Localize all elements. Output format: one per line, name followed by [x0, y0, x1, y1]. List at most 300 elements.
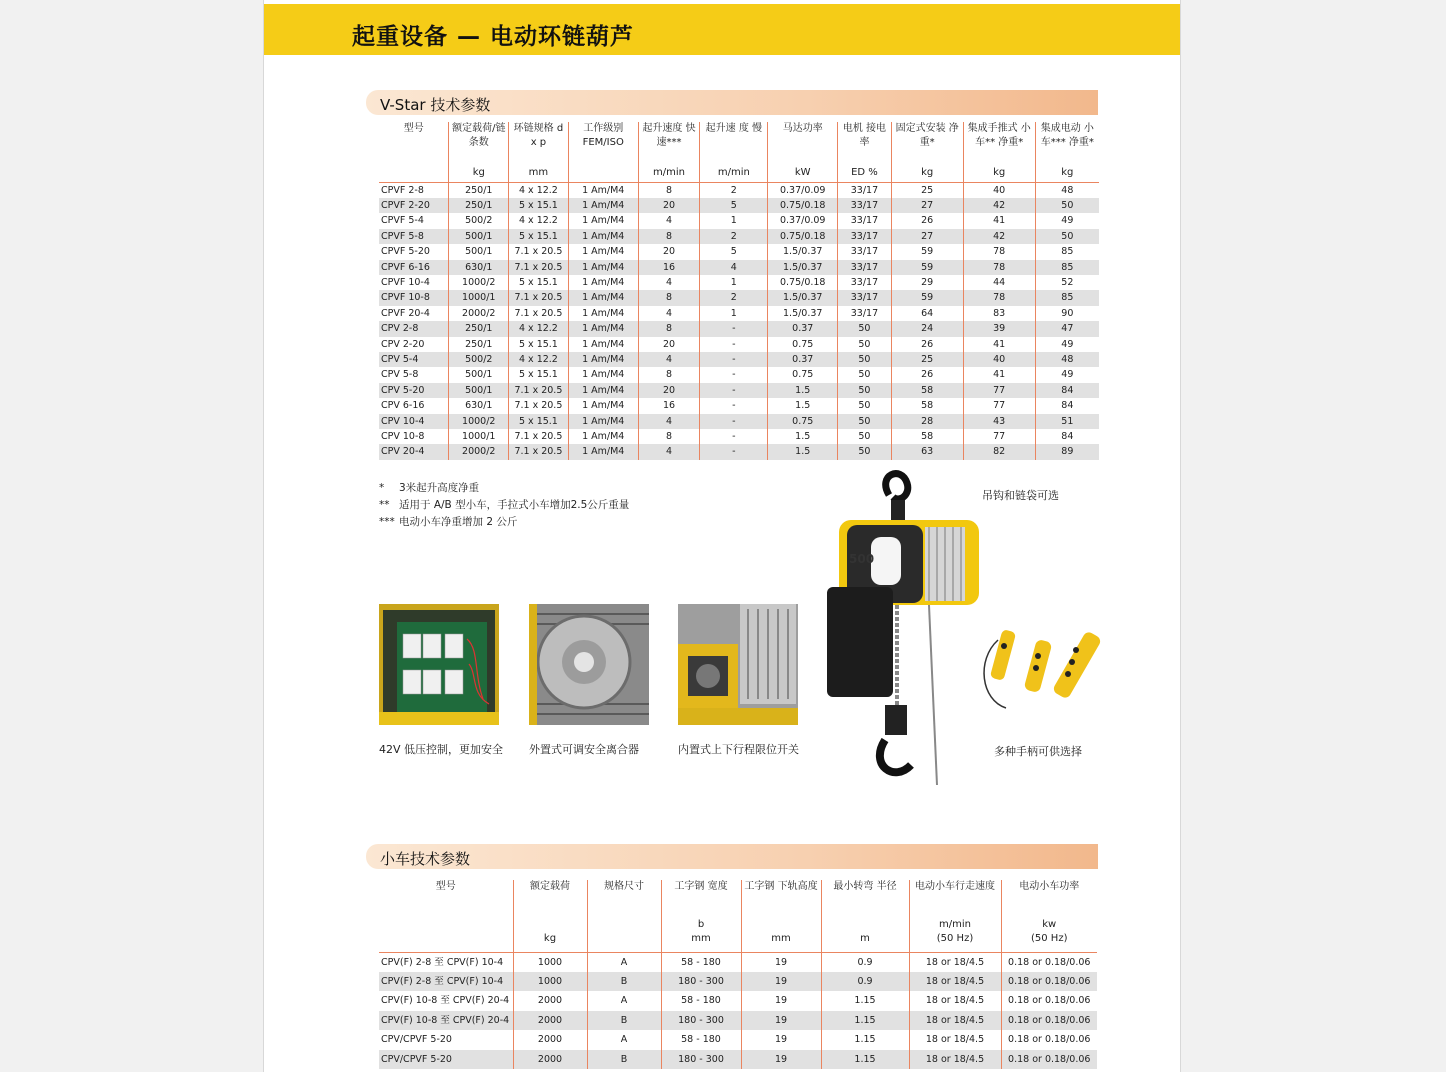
- spec-cell: 1 Am/M4: [568, 398, 638, 413]
- spec-cell: 1: [700, 213, 768, 228]
- spec-cell: CPVF 10-8: [379, 290, 449, 305]
- spec-cell: 42: [963, 229, 1035, 244]
- spec-header-unit: mm: [528, 166, 549, 178]
- trolley-header-4: [741, 880, 821, 952]
- spec-cell: 1 Am/M4: [568, 444, 638, 459]
- trolley-cell: 58 - 180: [661, 991, 741, 1010]
- spec-cell: 5 x 15.1: [509, 229, 569, 244]
- spec-cell: 4: [638, 352, 700, 367]
- spec-cell: 5 x 15.1: [509, 198, 569, 213]
- spec-cell: 4 x 12.2: [509, 352, 569, 367]
- spec-cell: 1 Am/M4: [568, 306, 638, 321]
- spec-cell: 27: [891, 198, 963, 213]
- spec-cell: 51: [1035, 414, 1099, 429]
- spec-cell: 4: [638, 275, 700, 290]
- spec-cell: 1 Am/M4: [568, 321, 638, 336]
- spec-row: [379, 367, 1099, 382]
- spec-cell: 83: [963, 306, 1035, 321]
- spec-cell: 630/1: [449, 260, 509, 275]
- spec-cell: 33/17: [838, 229, 891, 244]
- spec-row: [379, 290, 1099, 305]
- spec-cell: -: [700, 337, 768, 352]
- trolley-cell: 1.15: [821, 991, 909, 1010]
- spec-cell: 24: [891, 321, 963, 336]
- spec-cell: 1.5/0.37: [768, 260, 838, 275]
- spec-cell: 4: [638, 306, 700, 321]
- spec-cell: 1 Am/M4: [568, 290, 638, 305]
- trolley-header-label: 额定载荷: [530, 881, 570, 892]
- spec-cell: 500/1: [449, 383, 509, 398]
- trolley-header-unit: m/min (50 Hz): [936, 918, 974, 944]
- spec-cell: -: [700, 398, 768, 413]
- spec-cell: CPV 6-16: [381, 400, 425, 412]
- spec-cell: CPV 2-20: [381, 338, 425, 350]
- spec-header-10: [1035, 122, 1099, 182]
- spec-cell: 500/2: [449, 352, 509, 367]
- spec-cell: 1 Am/M4: [568, 383, 638, 398]
- spec-header-4: [638, 122, 700, 182]
- spec-header-label: 固定式安装 净重*: [895, 123, 959, 148]
- trolley-header-2: [587, 880, 661, 952]
- spec-cell: 48: [1035, 352, 1099, 367]
- spec-cell: 8: [638, 182, 700, 198]
- spec-cell: 1 Am/M4: [568, 367, 638, 382]
- spec-cell: 7.1 x 20.5: [509, 383, 569, 398]
- spec-cell: 26: [891, 367, 963, 382]
- spec-cell: 8: [638, 229, 700, 244]
- trolley-row: [379, 1030, 1097, 1049]
- spec-cell: 0.75/0.18: [768, 229, 838, 244]
- spec-cell: 50: [1035, 198, 1099, 213]
- trolley-cell: 19: [741, 991, 821, 1010]
- spec-cell: 78: [963, 260, 1035, 275]
- spec-row: [379, 398, 1099, 413]
- spec-row: [379, 444, 1099, 459]
- trolley-cell: 19: [741, 1050, 821, 1069]
- trolley-row: [379, 952, 1097, 972]
- spec-cell: 1: [700, 275, 768, 290]
- spec-cell: 4: [700, 260, 768, 275]
- spec-cell: 64: [891, 306, 963, 321]
- spec-cell: 33/17: [838, 275, 891, 290]
- spec-cell: 4: [638, 213, 700, 228]
- spec-cell: 48: [1035, 182, 1099, 198]
- spec-cell: 84: [1035, 383, 1099, 398]
- spec-cell: 4: [638, 414, 700, 429]
- spec-cell: 8: [638, 321, 700, 336]
- spec-header-8: [891, 122, 963, 182]
- spec-cell: 41: [963, 337, 1035, 352]
- caption-low-voltage: 42V 低压控制，更加安全: [379, 743, 504, 756]
- spec-cell: 1 Am/M4: [568, 260, 638, 275]
- spec-cell: 33/17: [838, 213, 891, 228]
- spec-cell: 7.1 x 20.5: [509, 244, 569, 259]
- spec-cell: 52: [1035, 275, 1099, 290]
- trolley-cell: 1000: [513, 952, 587, 972]
- spec-cell: CPV 10-4: [379, 414, 449, 429]
- trolley-cell: 18 or 18/4.5: [909, 1030, 1001, 1049]
- spec-cell: 2: [700, 229, 768, 244]
- trolley-header-label: 型号: [435, 881, 456, 892]
- spec-row: [379, 229, 1099, 244]
- spec-cell: 2000/2: [449, 444, 509, 459]
- spec-cell: 5 x 15.1: [509, 337, 569, 352]
- spec-cell: 7.1 x 20.5: [509, 429, 569, 444]
- trolley-cell: 1.15: [821, 1050, 909, 1069]
- trolley-header-label: 规格尺寸: [604, 881, 644, 892]
- spec-cell: CPVF 5-4: [381, 215, 424, 227]
- spec-cell: -: [700, 414, 768, 429]
- spec-cell: 33/17: [838, 290, 891, 305]
- trolley-cell: 19: [741, 1030, 821, 1049]
- spec-cell: 58: [891, 429, 963, 444]
- trolley-cell: 19: [741, 952, 821, 972]
- footnote-item: [379, 514, 629, 531]
- spec-cell: 49: [1035, 337, 1099, 352]
- header-band: [264, 4, 1181, 55]
- trolley-cell: 58 - 180: [661, 1030, 741, 1049]
- trolley-cell: 2000: [513, 1050, 587, 1069]
- spec-cell: 27: [891, 229, 963, 244]
- spec-row: [379, 414, 1099, 429]
- spec-header-label: 电机 接电率: [842, 123, 887, 148]
- footnote-text: 电动小车净重增加 2 公斤: [399, 516, 518, 528]
- trolley-header-unit: mm: [771, 932, 791, 944]
- trolley-cell: CPV/CPVF 5-20: [379, 1050, 513, 1069]
- spec-cell: 0.37: [768, 321, 838, 336]
- trolley-header-label: 最小转弯 半径: [833, 881, 897, 892]
- spec-cell: CPV 10-8: [381, 431, 425, 442]
- spec-cell: 250/1: [449, 198, 509, 213]
- spec-row: [379, 244, 1099, 259]
- spec-cell: 1.5/0.37: [768, 306, 838, 321]
- spec-header-unit: kg: [993, 166, 1006, 178]
- spec-cell: 33/17: [838, 182, 891, 198]
- spec-cell: 59: [891, 290, 963, 305]
- spec-cell: 50: [838, 414, 891, 429]
- trolley-header-unit: kg: [543, 932, 557, 944]
- spec-cell: 16: [638, 398, 700, 413]
- spec-cell: 78: [963, 244, 1035, 259]
- spec-cell: 5: [700, 244, 768, 259]
- spec-cell: 28: [891, 414, 963, 429]
- spec-cell: 1 Am/M4: [568, 182, 638, 198]
- spec-header-7: [838, 122, 891, 182]
- footnote-text: 3米起升高度净重: [399, 482, 480, 494]
- spec-cell: 1.5: [768, 398, 838, 413]
- spec-cell: 49: [1035, 367, 1099, 382]
- spec-cell: 1.5: [768, 444, 838, 459]
- spec-cell: 2: [700, 290, 768, 305]
- spec-row: [379, 182, 1099, 198]
- trolley-cell: 19: [741, 972, 821, 991]
- spec-cell: 58: [891, 383, 963, 398]
- spec-row: [379, 306, 1099, 321]
- spec-cell: 84: [1035, 429, 1099, 444]
- spec-cell: 33/17: [838, 244, 891, 259]
- trolley-cell: CPV/CPVF 5-20: [381, 1034, 452, 1046]
- trolley-row: [379, 972, 1097, 991]
- spec-cell: 50: [838, 444, 891, 459]
- spec-header-5: [700, 122, 768, 182]
- footnote-mark: ***: [379, 516, 395, 528]
- spec-cell: 0.37: [768, 352, 838, 367]
- spec-cell: 29: [891, 275, 963, 290]
- trolley-cell: 0.18 or 0.18/0.06: [1001, 952, 1097, 972]
- spec-cell: 0.75: [768, 414, 838, 429]
- trolley-cell: 18 or 18/4.5: [909, 1011, 1001, 1030]
- spec-cell: 5 x 15.1: [509, 275, 569, 290]
- spec-cell: 4: [638, 444, 700, 459]
- spec-cell: 1000/1: [449, 429, 509, 444]
- spec-cell: 40: [963, 352, 1035, 367]
- spec-cell: 2000/2: [449, 306, 509, 321]
- spec-row: [379, 321, 1099, 336]
- spec-cell: CPVF 5-8: [379, 229, 449, 244]
- spec-header-unit: m/min: [653, 166, 686, 178]
- spec-cell: 1 Am/M4: [568, 275, 638, 290]
- spec-cell: 63: [891, 444, 963, 459]
- spec-cell: 26: [891, 213, 963, 228]
- spec-header-2: [509, 122, 569, 182]
- spec-cell: 50: [838, 398, 891, 413]
- spec-cell: 1 Am/M4: [568, 352, 638, 367]
- spec-cell: 1 Am/M4: [568, 429, 638, 444]
- spec-header-unit: kg: [921, 166, 934, 178]
- trolley-header-3: [661, 880, 741, 952]
- spec-cell: -: [700, 429, 768, 444]
- spec-cell: CPV 20-4: [379, 444, 449, 459]
- spec-cell: 1 Am/M4: [568, 414, 638, 429]
- hoist-photo: [819, 465, 989, 790]
- spec-cell: -: [700, 367, 768, 382]
- spec-cell: 39: [963, 321, 1035, 336]
- spec-cell: CPV 2-8: [379, 321, 449, 336]
- spec-cell: 500/1: [449, 229, 509, 244]
- trolley-cell: A: [587, 991, 661, 1010]
- trolley-cell: 180 - 300: [661, 1050, 741, 1069]
- spec-cell: 7.1 x 20.5: [509, 398, 569, 413]
- spec-cell: 33/17: [838, 198, 891, 213]
- trolley-cell: 1.15: [821, 1030, 909, 1049]
- spec-cell: 90: [1035, 306, 1099, 321]
- page-title: 起重设备 — 电动环链葫芦: [352, 24, 635, 50]
- pendant-caption: 多种手柄可供选择: [994, 745, 1082, 758]
- spec-cell: 1.5/0.37: [768, 290, 838, 305]
- spec-cell: 58: [891, 398, 963, 413]
- spec-cell: 50: [838, 337, 891, 352]
- spec-cell: 5 x 15.1: [509, 367, 569, 382]
- spec-cell: 50: [838, 429, 891, 444]
- spec-cell: 78: [963, 290, 1035, 305]
- spec-cell: CPVF 2-20: [379, 198, 449, 213]
- spec-cell: 42: [963, 198, 1035, 213]
- spec-header-unit: ED %: [851, 166, 878, 178]
- spec-cell: 7.1 x 20.5: [509, 444, 569, 459]
- trolley-cell: 0.18 or 0.18/0.06: [1001, 1030, 1097, 1049]
- spec-cell: -: [700, 383, 768, 398]
- spec-cell: 250/1: [449, 337, 509, 352]
- caption-limit-switch: 内置式上下行程限位开关: [678, 743, 799, 756]
- spec-cell: 49: [1035, 213, 1099, 228]
- trolley-row: [379, 1011, 1097, 1030]
- spec-cell: 1.5: [768, 429, 838, 444]
- spec-cell: 250/1: [449, 182, 509, 198]
- trolley-cell: 0.9: [821, 972, 909, 991]
- spec-cell: 5: [700, 198, 768, 213]
- trolley-cell: 0.9: [821, 952, 909, 972]
- trolley-header-5: [821, 880, 909, 952]
- trolley-cell: 1.15: [821, 1011, 909, 1030]
- trolley-cell: 18 or 18/4.5: [909, 952, 1001, 972]
- spec-cell: 41: [963, 213, 1035, 228]
- spec-cell: 16: [638, 260, 700, 275]
- spec-cell: 25: [891, 352, 963, 367]
- spec-cell: 20: [638, 198, 700, 213]
- spec-cell: 1000/1: [449, 290, 509, 305]
- spec-cell: CPVF 10-4: [381, 276, 430, 288]
- spec-header-unit: kg: [1061, 166, 1074, 178]
- spec-cell: 4 x 12.2: [509, 321, 569, 336]
- spec-table: [379, 122, 1099, 460]
- spec-cell: CPVF 5-20: [381, 246, 430, 258]
- trolley-cell: 0.18 or 0.18/0.06: [1001, 991, 1097, 1010]
- spec-cell: CPV 5-8: [381, 369, 419, 381]
- spec-cell: 1 Am/M4: [568, 198, 638, 213]
- clutch-photo: [529, 604, 649, 725]
- spec-cell: 77: [963, 429, 1035, 444]
- spec-cell: 1 Am/M4: [568, 244, 638, 259]
- spec-cell: 4 x 12.2: [509, 182, 569, 198]
- hoist-caption: 吊钩和链袋可选: [982, 489, 1059, 502]
- spec-cell: 85: [1035, 244, 1099, 259]
- spec-cell: 26: [891, 337, 963, 352]
- trolley-header-1: [513, 880, 587, 952]
- spec-cell: 82: [963, 444, 1035, 459]
- spec-cell: -: [700, 444, 768, 459]
- spec-cell: CPVF 6-16: [379, 260, 449, 275]
- footnote-item: [379, 480, 629, 497]
- spec-header-9: [963, 122, 1035, 182]
- spec-cell: 7.1 x 20.5: [509, 306, 569, 321]
- limit-switch-photo: [678, 604, 798, 725]
- spec-header-3: [568, 122, 638, 182]
- spec-cell: 50: [1035, 229, 1099, 244]
- trolley-cell: A: [587, 1030, 661, 1049]
- spec-cell: 50: [838, 321, 891, 336]
- spec-cell: 1000/2: [449, 275, 509, 290]
- spec-cell: 1000/2: [449, 414, 509, 429]
- spec-cell: 1 Am/M4: [568, 213, 638, 228]
- trolley-header-label: 电动小车行走速度: [915, 881, 995, 892]
- spec-section-bar: [366, 90, 1098, 115]
- spec-cell: 8: [638, 429, 700, 444]
- trolley-cell: CPV(F) 10-8 至 CPV(F) 20-4: [379, 1011, 513, 1030]
- spec-cell: 1.5/0.37: [768, 244, 838, 259]
- spec-cell: 85: [1035, 290, 1099, 305]
- spec-header-unit: kW: [794, 166, 811, 178]
- spec-row: [379, 198, 1099, 213]
- spec-cell: 500/1: [449, 244, 509, 259]
- spec-cell: CPV 5-20: [379, 383, 449, 398]
- spec-header-label: 工作级别 FEM/ISO: [582, 123, 624, 148]
- spec-cell: 77: [963, 383, 1035, 398]
- trolley-cell: 19: [741, 1011, 821, 1030]
- caption-clutch: 外置式可调安全离合器: [529, 743, 639, 756]
- trolley-cell: B: [587, 1050, 661, 1069]
- spec-row: [379, 429, 1099, 444]
- trolley-cell: CPV(F) 2-8 至 CPV(F) 10-4: [381, 956, 504, 968]
- spec-cell: 8: [638, 290, 700, 305]
- trolley-cell: 180 - 300: [661, 1011, 741, 1030]
- spec-cell: 20: [638, 337, 700, 352]
- trolley-cell: CPV(F) 10-8 至 CPV(F) 20-4: [381, 995, 510, 1007]
- trolley-header-7: [1001, 880, 1097, 952]
- trolley-row: [379, 1050, 1097, 1069]
- spec-cell: 1 Am/M4: [568, 337, 638, 352]
- spec-cell: 500/2: [449, 213, 509, 228]
- trolley-cell: 2000: [513, 1030, 587, 1049]
- spec-cell: 40: [963, 182, 1035, 198]
- spec-cell: 50: [838, 383, 891, 398]
- spec-cell: 50: [838, 352, 891, 367]
- footnote-item: [379, 497, 629, 514]
- spec-cell: 47: [1035, 321, 1099, 336]
- spec-header-label: 起升速 度 慢: [705, 123, 762, 134]
- spec-cell: 4 x 12.2: [509, 213, 569, 228]
- spec-header-unit: kg: [472, 166, 485, 178]
- trolley-header-label: 工字钢 下轨高度: [744, 881, 818, 892]
- trolley-cell: B: [587, 1011, 661, 1030]
- trolley-cell: 0.18 or 0.18/0.06: [1001, 1050, 1097, 1069]
- trolley-cell: 180 - 300: [661, 972, 741, 991]
- trolley-table: [379, 880, 1097, 1069]
- spec-cell: 500/1: [449, 367, 509, 382]
- spec-cell: 630/1: [449, 398, 509, 413]
- spec-cell: 1: [700, 306, 768, 321]
- catalog-page: [263, 0, 1181, 1072]
- trolley-cell: 0.18 or 0.18/0.06: [1001, 972, 1097, 991]
- trolley-header-0: [379, 880, 513, 952]
- control-board-photo: [379, 604, 499, 725]
- spec-cell: 0.37/0.09: [768, 182, 838, 198]
- spec-cell: 85: [1035, 260, 1099, 275]
- spec-row: [379, 352, 1099, 367]
- trolley-cell: 1000: [513, 972, 587, 991]
- spec-cell: 7.1 x 20.5: [509, 260, 569, 275]
- trolley-cell: 18 or 18/4.5: [909, 972, 1001, 991]
- spec-cell: 33/17: [838, 260, 891, 275]
- trolley-header-6: [909, 880, 1001, 952]
- spec-cell: 0.37/0.09: [768, 213, 838, 228]
- spec-cell: 44: [963, 275, 1035, 290]
- spec-cell: 1 Am/M4: [568, 229, 638, 244]
- trolley-cell: 58 - 180: [661, 952, 741, 972]
- spec-cell: 5 x 15.1: [509, 414, 569, 429]
- hoist-capacity-label: 500: [849, 552, 875, 566]
- trolley-cell: B: [587, 972, 661, 991]
- trolley-section-bar: [366, 844, 1098, 869]
- spec-header-label: 马达功率: [782, 123, 823, 134]
- spec-header-6: [768, 122, 838, 182]
- spec-row: [379, 213, 1099, 228]
- spec-row: [379, 275, 1099, 290]
- spec-row: [379, 337, 1099, 352]
- trolley-header-label: 工字钢 宽度: [674, 881, 728, 892]
- spec-header-label: 型号: [403, 123, 424, 134]
- spec-cell: 33/17: [838, 306, 891, 321]
- spec-header-label: 额定载荷/链条数: [452, 123, 506, 148]
